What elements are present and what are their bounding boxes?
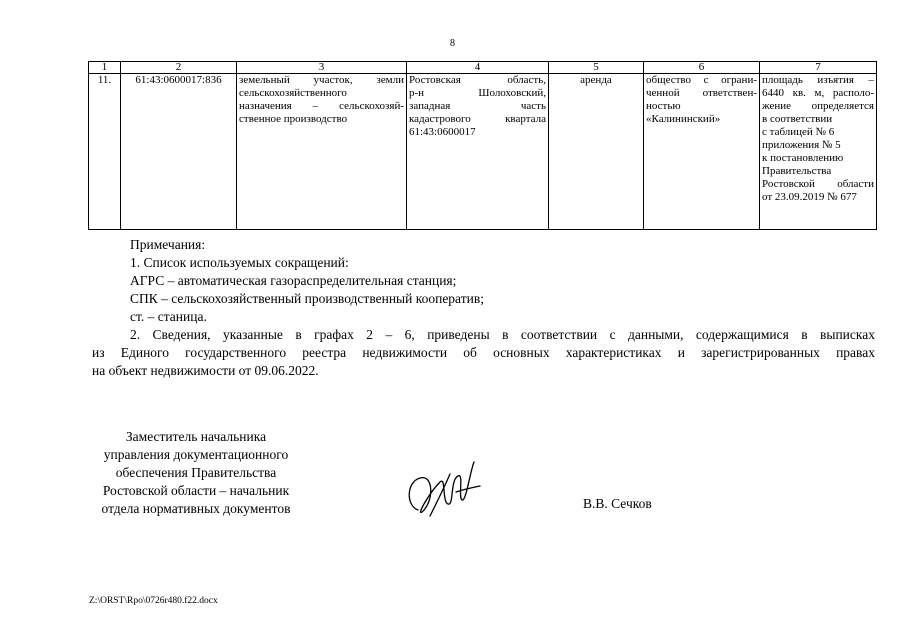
column-header: 2 bbox=[121, 62, 237, 74]
notes-item-2-line: из Единого государственного реестра недвижимости об основных характеристиках и зарегистрированных правах bbox=[92, 345, 875, 360]
row-number: 11. bbox=[89, 74, 121, 230]
cadastral-number: 61:43:0600017:836 bbox=[121, 74, 237, 230]
text-line: назначения – сельскохозяй- bbox=[239, 100, 404, 112]
plot-type-cell bbox=[237, 74, 407, 230]
signer-title bbox=[80, 428, 312, 518]
notes-item-2-line: 2. Сведения, указанные в графах 2 – 6, приведены в соответствии с данными, содержащимися в выписках bbox=[130, 327, 875, 342]
text-line: ченной ответствен- bbox=[646, 87, 757, 99]
signer-title-line: отдела нормативных документов bbox=[101, 501, 291, 516]
abbreviation-item: АГРС – автоматическая газораспределительная станция; bbox=[130, 273, 457, 288]
text-line: ностью bbox=[646, 100, 681, 112]
signer-name: В.В. Сечков bbox=[583, 496, 652, 511]
text-line: к постановлению bbox=[762, 152, 844, 164]
text-line: западная часть bbox=[409, 100, 546, 112]
rights-holder-cell bbox=[644, 74, 760, 230]
text-line: сельскохозяйственного bbox=[239, 87, 347, 99]
text-line: приложения № 5 bbox=[762, 139, 841, 151]
column-header: 1 bbox=[89, 62, 121, 74]
location-cell bbox=[407, 74, 549, 230]
text-line: площадь изъятия – bbox=[762, 74, 874, 86]
right-type-cell: аренда bbox=[549, 74, 644, 230]
text-line: 6440 кв. м, располо- bbox=[762, 87, 874, 99]
column-number-row bbox=[89, 62, 877, 74]
column-header: 6 bbox=[644, 62, 760, 74]
signer-title-line: обеспечения Правительства bbox=[115, 465, 277, 480]
text-line: жение определяется bbox=[762, 100, 874, 112]
notes-title: Примечания: bbox=[130, 237, 206, 252]
table-row bbox=[89, 74, 877, 230]
column-header: 4 bbox=[407, 62, 549, 74]
page-number: 8 bbox=[450, 38, 455, 49]
text-line: Ростовская область, bbox=[409, 74, 546, 86]
column-header: 3 bbox=[237, 62, 407, 74]
signer-title-line: Заместитель начальника bbox=[125, 429, 267, 444]
signer-title-line: Ростовской области – начальник bbox=[102, 483, 290, 498]
text-line: Ростовской области bbox=[762, 178, 874, 190]
notes-item-2-line: на объект недвижимости от 09.06.2022. bbox=[92, 363, 319, 378]
text-line: ственное производство bbox=[239, 113, 348, 125]
text-line: 61:43:0600017 bbox=[409, 126, 476, 138]
column-header: 5 bbox=[549, 62, 644, 74]
text-line: р-н Шолоховский, bbox=[409, 87, 546, 99]
abbreviation-item: ст. – станица. bbox=[130, 309, 207, 324]
text-line: с таблицей № 6 bbox=[762, 126, 835, 138]
notes-item-1: 1. Список используемых сокращений: bbox=[130, 255, 349, 270]
text-line: в соответствии bbox=[762, 113, 833, 125]
text-line: «Калининский» bbox=[646, 113, 721, 125]
handwritten-signature bbox=[400, 452, 490, 530]
text-line: земельный участок, земли bbox=[239, 74, 404, 86]
abbreviation-item: СПК – сельскохозяйственный производственный кооператив; bbox=[130, 291, 484, 306]
text-line: Правительства bbox=[762, 165, 832, 177]
land-plot-table bbox=[88, 61, 877, 230]
notes-cell bbox=[760, 74, 877, 230]
notes-section bbox=[92, 236, 875, 380]
file-path: Z:\ORST\Rpo\0726r480.f22.docx bbox=[89, 596, 218, 606]
text-line: общество с ограни- bbox=[646, 74, 757, 86]
text-line: от 23.09.2019 № 677 bbox=[762, 191, 857, 203]
text-line: кадастрового квартала bbox=[409, 113, 546, 125]
signer-title-line: управления документационного bbox=[103, 447, 289, 462]
column-header: 7 bbox=[760, 62, 877, 74]
